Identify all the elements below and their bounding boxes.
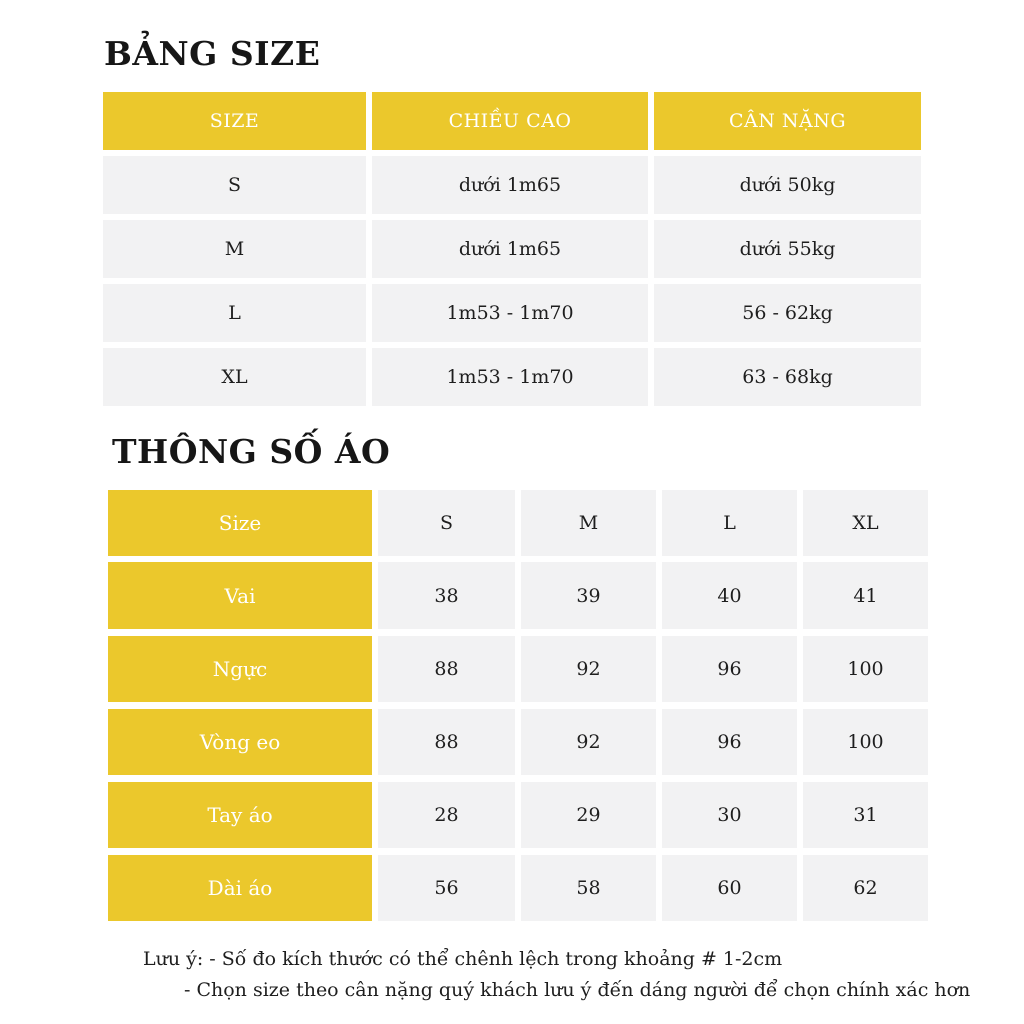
size-row-s-height: dưới 1m65 bbox=[372, 156, 648, 214]
spec-label-nguc: Ngực bbox=[108, 636, 372, 702]
spec-header-s: S bbox=[378, 490, 515, 556]
spec-label-vong-eo: Vòng eo bbox=[108, 709, 372, 775]
spec-label-vai: Vai bbox=[108, 562, 372, 629]
size-row-l-height: 1m53 - 1m70 bbox=[372, 284, 648, 342]
spec-dai-ao-l: 60 bbox=[662, 855, 797, 921]
note-line-2: - Chọn size theo cân nặng quý khách lưu ý đến dáng người để chọn chính xác hơn bbox=[184, 979, 971, 1001]
spec-dai-ao-m: 58 bbox=[521, 855, 656, 921]
size-row-m-weight: dưới 55kg bbox=[654, 220, 921, 278]
spec-vong-eo-m: 92 bbox=[521, 709, 656, 775]
spec-tay-ao-s: 28 bbox=[378, 782, 515, 848]
size-row-s-size: S bbox=[103, 156, 366, 214]
spec-vai-xl: 41 bbox=[803, 562, 928, 629]
size-row-xl-size: XL bbox=[103, 348, 366, 406]
size-header-height: CHIỀU CAO bbox=[372, 92, 648, 150]
spec-dai-ao-xl: 62 bbox=[803, 855, 928, 921]
spec-vai-s: 38 bbox=[378, 562, 515, 629]
size-row-xl-weight: 63 - 68kg bbox=[654, 348, 921, 406]
spec-nguc-xl: 100 bbox=[803, 636, 928, 702]
spec-dai-ao-s: 56 bbox=[378, 855, 515, 921]
spec-tay-ao-m: 29 bbox=[521, 782, 656, 848]
spec-header-xl: XL bbox=[803, 490, 928, 556]
spec-vong-eo-s: 88 bbox=[378, 709, 515, 775]
size-row-m-height: dưới 1m65 bbox=[372, 220, 648, 278]
size-table-title: BẢNG SIZE bbox=[104, 34, 321, 73]
spec-header-m: M bbox=[521, 490, 656, 556]
spec-header-l: L bbox=[662, 490, 797, 556]
spec-nguc-l: 96 bbox=[662, 636, 797, 702]
note-line-1: Lưu ý: - Số đo kích thước có thể chênh lệch trong khoảng # 1-2cm bbox=[143, 948, 783, 970]
spec-label-dai-ao: Dài áo bbox=[108, 855, 372, 921]
spec-label-tay-ao: Tay áo bbox=[108, 782, 372, 848]
size-row-xl-height: 1m53 - 1m70 bbox=[372, 348, 648, 406]
spec-vong-eo-xl: 100 bbox=[803, 709, 928, 775]
size-row-s-weight: dưới 50kg bbox=[654, 156, 921, 214]
spec-tay-ao-l: 30 bbox=[662, 782, 797, 848]
spec-table-title: THÔNG SỐ ÁO bbox=[112, 432, 391, 471]
size-row-l-size: L bbox=[103, 284, 366, 342]
spec-vai-l: 40 bbox=[662, 562, 797, 629]
size-row-l-weight: 56 - 62kg bbox=[654, 284, 921, 342]
spec-corner-size: Size bbox=[108, 490, 372, 556]
spec-tay-ao-xl: 31 bbox=[803, 782, 928, 848]
spec-vong-eo-l: 96 bbox=[662, 709, 797, 775]
size-header-weight: CÂN NẶNG bbox=[654, 92, 921, 150]
size-header-size: SIZE bbox=[103, 92, 366, 150]
spec-nguc-s: 88 bbox=[378, 636, 515, 702]
spec-vai-m: 39 bbox=[521, 562, 656, 629]
size-row-m-size: M bbox=[103, 220, 366, 278]
spec-nguc-m: 92 bbox=[521, 636, 656, 702]
